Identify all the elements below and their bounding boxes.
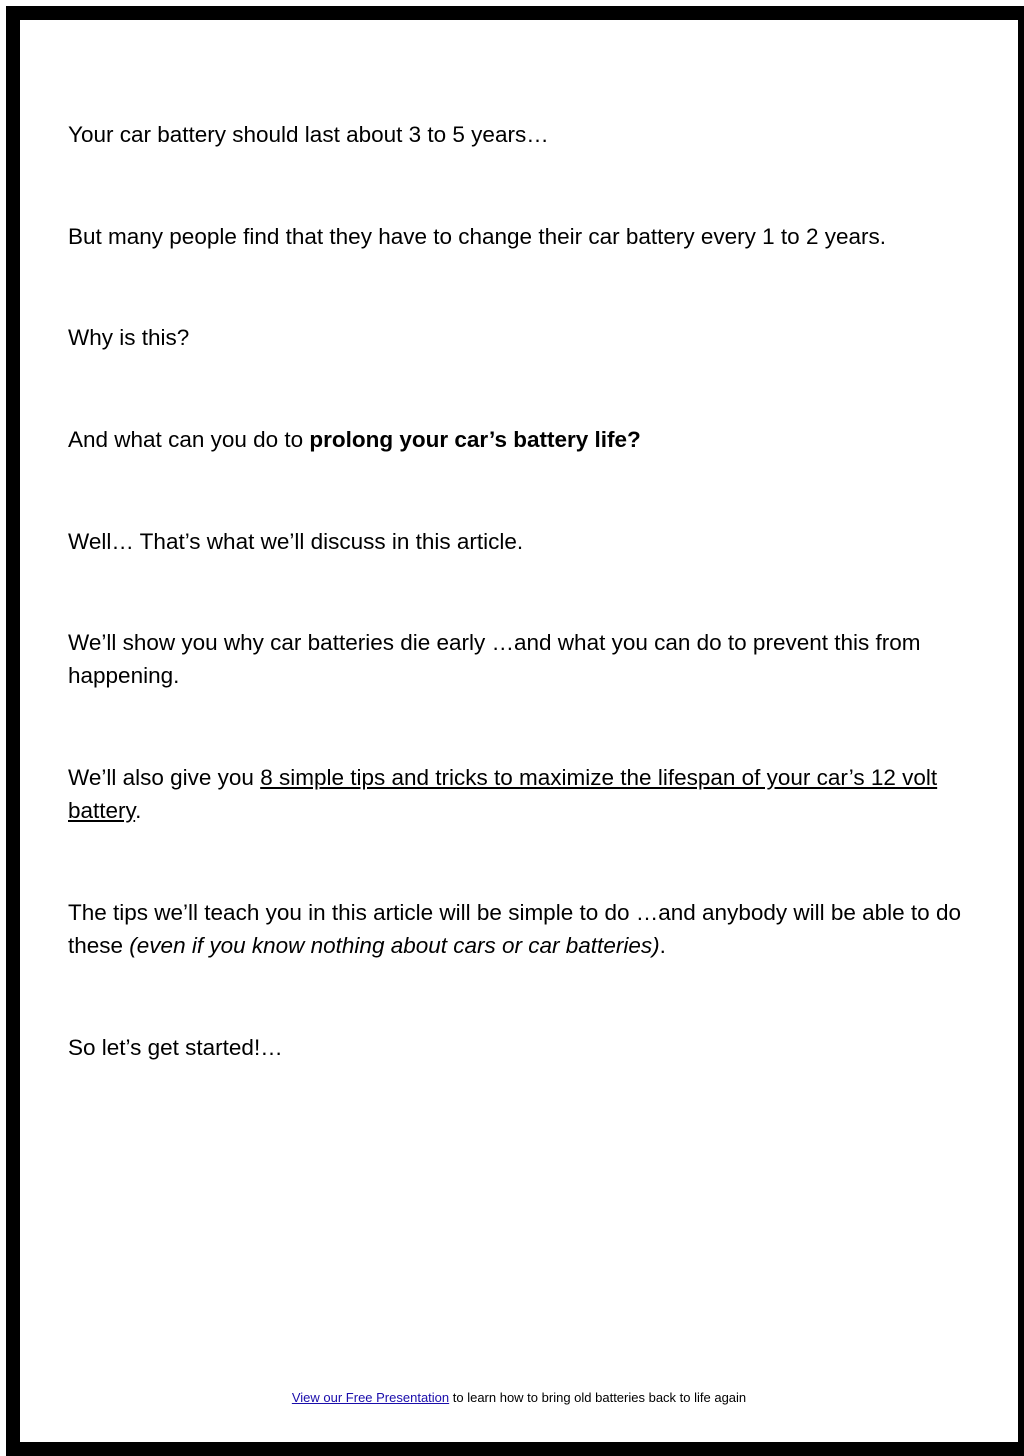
paragraph-get-started (68, 1031, 978, 1064)
italic-aside: (even if you know nothing about cars or car batteries) (129, 933, 660, 958)
paragraph-prolong-question (68, 423, 978, 456)
paragraph-end: . (659, 933, 666, 958)
bold-emphasis: prolong your car’s battery life? (309, 427, 641, 452)
footer-text: to learn how to bring old batteries back to life again (449, 1390, 747, 1405)
paragraph-text: The tips we’ll teach you in this article will be simple to do …and anybody will be able to do these (68, 900, 961, 958)
paragraph-text: We’ll also give you (68, 765, 261, 790)
paragraph-why-batteries-die (68, 626, 978, 692)
paragraph-text: But many people find that they have to change their car battery every 1 to 2 years. (68, 224, 886, 249)
underlined-tips-text: 8 simple tips and tricks to maximize the lifespan of your car’s 12 volt battery (68, 765, 938, 823)
paragraph-text: We’ll show you why car batteries die early …and what you can do to prevent this from happening. (68, 630, 921, 688)
paragraph-why-question (68, 321, 978, 354)
paragraph-text: Why is this? (68, 325, 190, 350)
paragraph-text: Your car battery should last about 3 to 5 years… (68, 122, 549, 147)
paragraph-battery-lifespan (68, 118, 978, 151)
paragraph-early-replacement (68, 220, 978, 253)
document-page (6, 6, 1024, 1456)
paragraph-text: So let’s get started!… (68, 1035, 283, 1060)
paragraph-text: Well… That’s what we’ll discuss in this article. (68, 529, 524, 554)
paragraph-tips-preview (68, 761, 978, 827)
paragraph-simple-tips (68, 896, 978, 962)
free-presentation-link[interactable]: View our Free Presentation (291, 1390, 450, 1405)
footer-note (20, 1390, 1018, 1406)
paragraph-text: And what can you do to (68, 427, 310, 452)
paragraph-article-intro (68, 525, 978, 558)
paragraph-end: . (135, 798, 142, 823)
